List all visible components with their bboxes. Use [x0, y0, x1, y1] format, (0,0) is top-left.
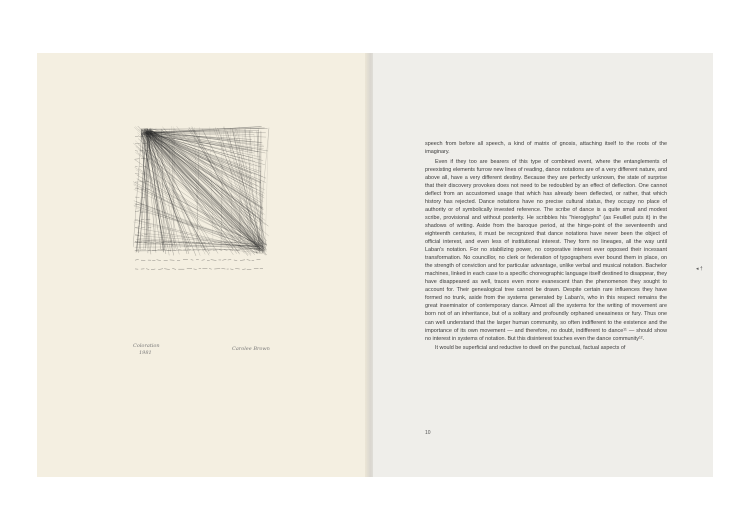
artwork-year-inscription: 1981	[139, 350, 152, 356]
paragraph-2: Even if they too are bearers of this type of combined event, where the entanglements of preexisting elements furrow new lines of reading, dance notations are of a very different nature, and above all, have a very different destiny. Because they are perfectly unknown, the state of surprise that their discovery provokes does not need to be redoubled by an effect of deflection. One cannot deflect from an accustomed usage that which has already been deflected, or rather, that which history has rejected. Dance notations have no precise cultural status, they occupy no place of authority or of symbolically invested reference. The scribe of dance is a quite small and modest scribe, provisional and without posterity. He scribbles his "hieroglyphs" (as Feuillet puts it) in the shadows of writing. Aside from the baroque period, at the hinge-point of the seventeenth and eighteenth centuries, it must be recognized that dance notations have never been the object of official interest, and even less of institutional interest. They form no lineages, all the way until Laban's notation. For no stabilizing power, no corporative interest ever opposed their incessant transformation. No councillor, no clerk or federation of typographers ever bound them in place, on the strength of conviction and for particular advantage, unlike verbal and musical notation. Bachelor machines, linked in each case to a specific choreographic language itself destined to disappear, they have disappeared as well, traces even more evanescent than the phenomenon they sought to account for. Their genealogical tree cannot be drawn. Despite certain rare influences they have formed no trunk, aside from the systems generated by Laban's, who in this respect remains the great inseminator of contemporary dance. Almost all the systems for the writing of movement are born not of an inheritance, but of a solitary and profoundly orphaned uneasiness or fury. Thus one can well understand that the larger human community, so often indifferent to the existence and the importance of its own movement — and therefore, no doubt, indifferent to dance¹¹ — should show no interest in systems of notation. But this disinterest touches even the dance community¹².	[425, 158, 667, 342]
right-page	[373, 53, 713, 477]
artwork-drawing	[133, 126, 271, 284]
left-page	[37, 53, 369, 477]
book-spread	[37, 53, 713, 477]
artist-signature: Carolee Brown	[232, 346, 270, 352]
body-text	[425, 140, 667, 352]
page-number: 10	[425, 430, 431, 436]
paragraph-1: speech from before all speech, a kind of matrix of gnosis, attaching itself to the roots of the imaginary.	[425, 141, 667, 156]
paragraph-3: It would be superficial and reductive to dwell on the punctual, factual aspects of	[435, 345, 626, 352]
artwork-title-inscription: Coloration	[133, 343, 160, 349]
line-drawing-artwork	[133, 126, 271, 284]
margin-mark: ◂ †	[696, 266, 703, 272]
